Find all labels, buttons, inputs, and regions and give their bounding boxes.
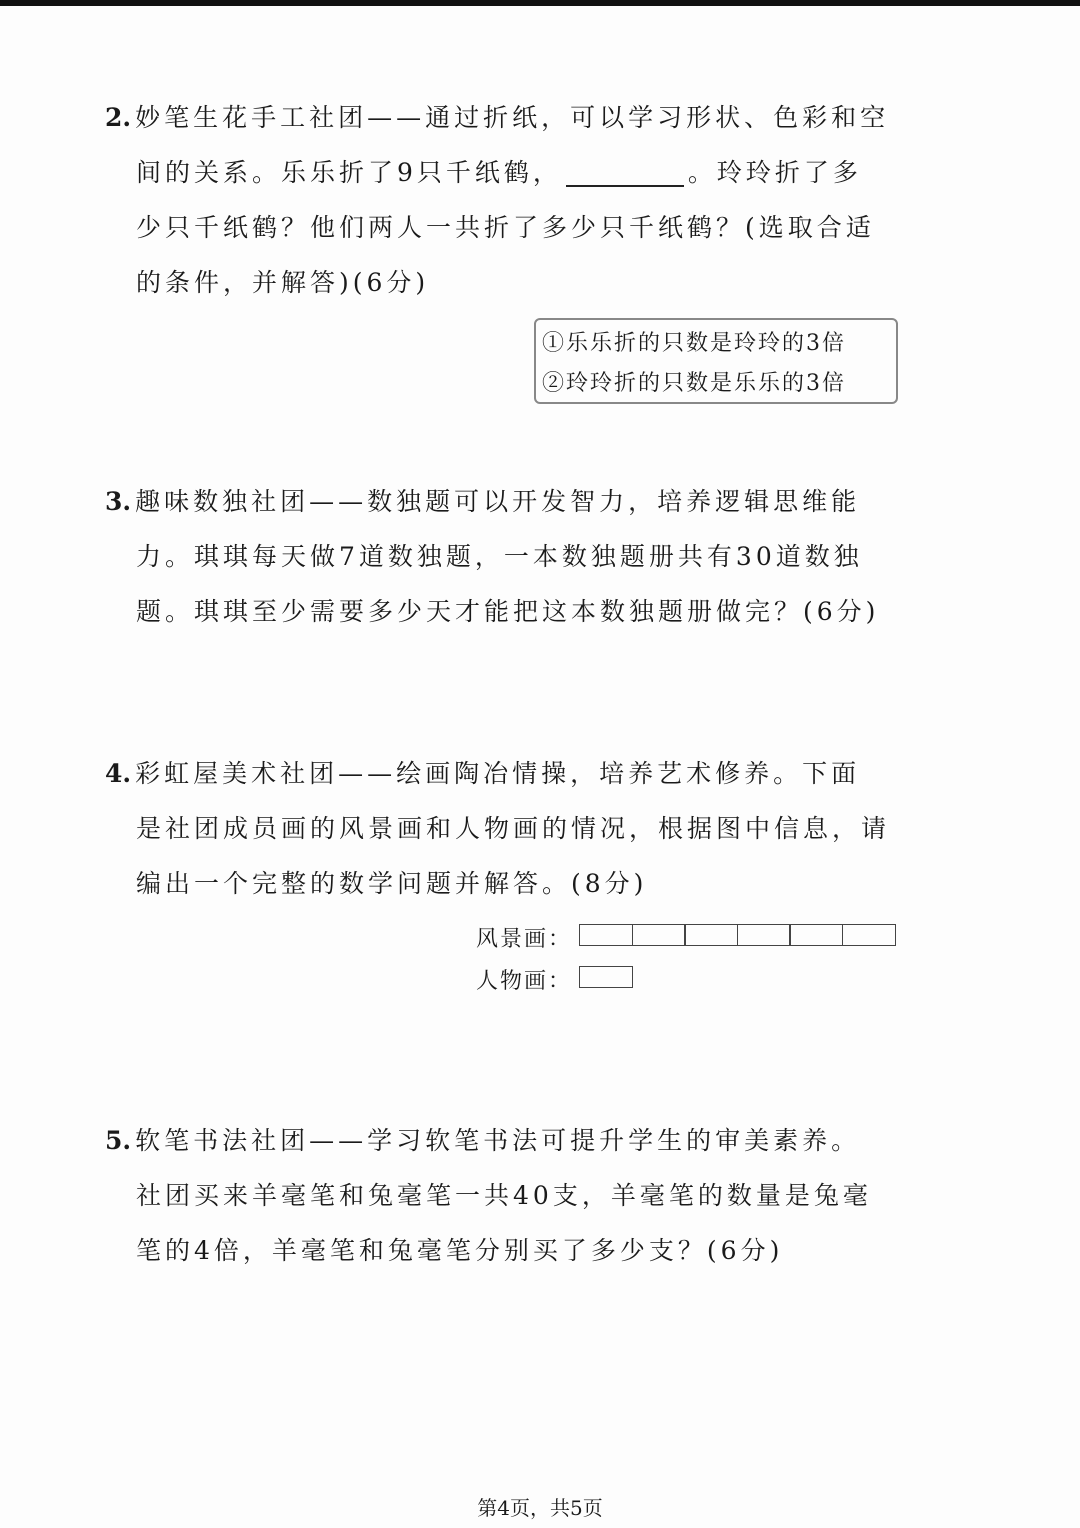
question-text: 间的关系。乐乐折了9只千纸鹤， xyxy=(136,158,562,187)
question-text: 。玲玲折了多 xyxy=(687,158,862,187)
landscape-bar xyxy=(579,924,894,946)
question-text: 是社团成员画的风景画和人物画的情况，根据图中信息，请 xyxy=(136,814,891,843)
bar-unit-cell xyxy=(684,924,738,946)
question-4 xyxy=(105,746,905,911)
question-text: 题。琪琪至少需要多少天才能把这本数独题册做完？(6分) xyxy=(136,597,880,626)
bar-unit-cell xyxy=(579,924,633,946)
condition-options-box xyxy=(534,318,898,404)
question-text: 妙笔生花手工社团——通过折纸，可以学习形状、色彩和空 xyxy=(135,103,890,132)
fill-in-blank[interactable] xyxy=(566,163,684,187)
portrait-bar xyxy=(579,966,632,988)
portrait-label: 人物画： xyxy=(476,969,573,994)
page-footer: 第4页，共5页 xyxy=(477,1496,603,1520)
bar-unit-cell xyxy=(737,924,791,946)
question-text: 趣味数独社团——数独题可以开发智力，培养逻辑思维能 xyxy=(135,487,861,516)
question-3 xyxy=(105,474,905,639)
top-border xyxy=(0,0,1080,6)
question-text: 笔的4倍，羊毫笔和兔毫笔分别买了多少支？(6分) xyxy=(136,1236,784,1265)
question-text: 编出一个完整的数学问题并解答。(8分) xyxy=(136,869,648,898)
question-text: 软笔书法社团——学习软笔书法可提升学生的审美素养。 xyxy=(135,1126,861,1155)
bar-unit-cell xyxy=(789,924,843,946)
condition-option-2: ②玲玲折的只数是乐乐的3倍 xyxy=(542,371,846,396)
bar-unit-cell xyxy=(632,924,686,946)
question-text: 力。琪琪每天做7道数独题，一本数独题册共有30道数独 xyxy=(136,542,863,571)
bar-unit-cell xyxy=(842,924,896,946)
question-2 xyxy=(105,90,905,310)
question-text: 彩虹屋美术社团——绘画陶冶情操，培养艺术修养。下面 xyxy=(135,759,861,788)
question-text: 社团买来羊毫笔和兔毫笔一共40支，羊毫笔的数量是兔毫 xyxy=(136,1181,872,1210)
question-number: 3. xyxy=(105,487,132,516)
question-5 xyxy=(105,1113,905,1278)
question-number: 4. xyxy=(105,759,132,788)
question-number: 2. xyxy=(105,103,132,132)
landscape-label: 风景画： xyxy=(476,927,573,952)
question-text: 的条件，并解答)(6分) xyxy=(136,268,430,297)
bar-unit-cell xyxy=(579,966,633,988)
question-text: 少只千纸鹤？他们两人一共折了多少只千纸鹤？(选取合适 xyxy=(136,213,875,242)
question-number: 5. xyxy=(105,1126,132,1155)
condition-option-1: ①乐乐折的只数是玲玲的3倍 xyxy=(542,331,846,356)
